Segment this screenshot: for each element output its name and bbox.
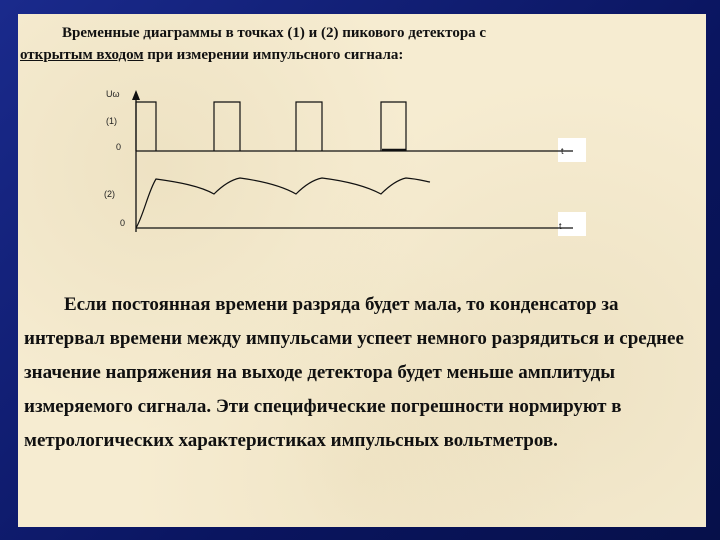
trace1-pulses xyxy=(136,102,406,151)
timing-diagram xyxy=(18,14,706,284)
trace1-zero-label: 0 xyxy=(116,142,122,152)
t-label-box-2 xyxy=(558,212,586,236)
trace2-label: (2) xyxy=(104,189,115,199)
y-axis-label: Uω xyxy=(106,89,120,99)
trace1-label: (1) xyxy=(106,116,117,126)
paragraph-text: Если постоянная времени разряда будет мала, то конденсатор за интервал времени между импульсами успеет немного разрядиться и среднее значение напряжения на выходе детектора будет меньше амплитуды измеряемого сигнала. Эти специфические погрешности нормируют в метрологических характеристиках импульсных вольтметров. xyxy=(24,294,684,451)
trace2-waveform xyxy=(136,178,430,228)
trace2-t-label: t xyxy=(559,221,562,231)
trace1-t-label: t xyxy=(561,146,564,156)
title-line-1: Временные диаграммы в точках (1) и (2) пикового детектора с xyxy=(62,25,487,41)
title-underlined-text: открытым входом xyxy=(20,47,144,63)
trace2-zero-label: 0 xyxy=(120,218,126,228)
explanation-paragraph xyxy=(24,288,704,458)
title-line-2-rest: при измерении импульсного сигнала: xyxy=(143,47,404,63)
slide-panel xyxy=(18,14,706,527)
y-axis-arrow xyxy=(132,90,140,100)
